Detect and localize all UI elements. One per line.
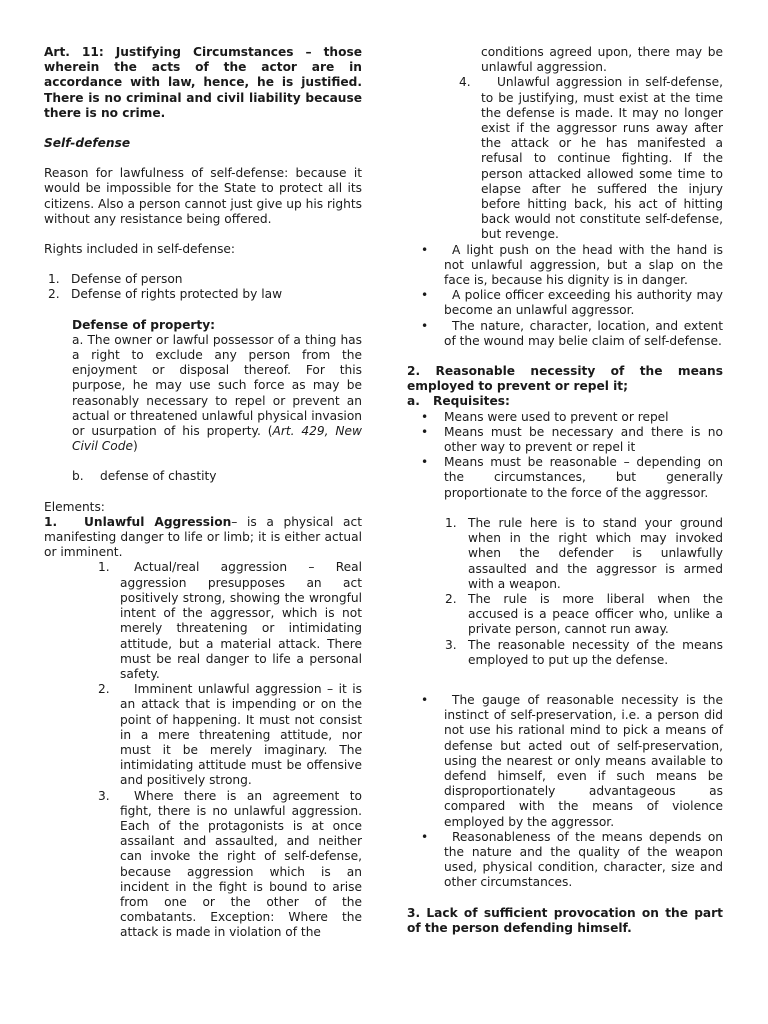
article-heading: Art. 11: Justifying Circumstances – those wherein the acts of the actor are in accordance with law, hence, he is justified. There is no criminal and civil liability because there is no crime.	[44, 45, 362, 120]
unlawful-aggression-title: Unlawful Aggression	[84, 514, 232, 529]
requisites-list	[407, 410, 723, 501]
property-title: Defense of property:	[72, 317, 216, 332]
reasonable-necessity-title: 2. Reasonable necessity of the means employed to prevent or repel it;	[407, 364, 723, 394]
elements-label: Elements:	[44, 499, 105, 514]
list-item: 3. The reasonable necessity of the means employed to put up the defense.	[445, 637, 723, 667]
list-item: 3. Where there is an agreement to fight, there is no unlawful aggression. Each of the protagonists is at once assailant and assaulted, and neither can invoke the right of self-defense, because aggression which is an incident in the fight is bound to arise from one or the other of the combatants. Exception: Where the attack is made in violation of the	[98, 788, 362, 940]
citation: Art. 429, New Civil Code	[72, 424, 363, 454]
rights-intro: Rights included in self-defense:	[44, 242, 236, 257]
list-item: • Reasonableness of the means depends on the nature and the quality of the weapon used, physical condition, character, size and other circumstances.	[421, 829, 723, 890]
right-column	[407, 45, 723, 936]
list-item: 2. The rule is more liberal when the accused is a peace officer who, unlike a private person, cannot run away.	[445, 591, 723, 637]
rights-list	[44, 272, 362, 302]
list-item: 1. Defense of person	[48, 272, 183, 287]
aggression-list	[44, 560, 362, 940]
self-defense-title: Self-defense	[44, 136, 131, 151]
list-item: 2. Imminent unlawful aggression – it is an attack that is impending or on the point of happening. It must not consist in a mere threatening attitude, nor must it be merely imaginary. The intimidating attitude must be offensive and positively strong.	[98, 682, 362, 788]
rules-list	[407, 516, 723, 668]
list-item: • The nature, character, location, and extent of the wound may belie claim of self-defense.	[421, 318, 723, 348]
reason-paragraph: Reason for lawfulness of self-defense: because it would be impossible for the State to protect all its citizens. Also a person cannot just give up his rights without any resistance being offered.	[44, 166, 362, 226]
list-item: • Means must be reasonable – depending on the circumstances, but generally proportionate to the force of the aggressor.	[421, 455, 723, 500]
left-column	[44, 45, 362, 941]
bullet-list	[407, 243, 723, 349]
list-item: • Means must be necessary and there is no other way to prevent or repel it	[421, 424, 723, 455]
provocation-title: 3. Lack of sufficient provocation on the part of the person defending himself.	[407, 905, 723, 935]
gauge-bullet-list	[407, 693, 723, 891]
requisites-heading: a. Requisites:	[407, 394, 510, 409]
property-paragraph: a. The owner or lawful possessor of a thing has a right to exclude any person from the enjoyment or disposal thereof. For this purpose, he may use such force as may be reasonably necessary to repel or prevent an actual or threatened unlawful physical invasion or usurpation of his property. (Art. 429, New Civil Code)	[72, 332, 363, 454]
list-item: 4. Unlawful aggression in self-defense, to be justifying, must exist at the time the defense is made. It may no longer exist if the aggressor runs away after the attack or he has manifested a refusal to continue fighting. If the person attacked allowed some time to elapse after he suffered the injury before hitting back, his act of hitting back would not constitute self-defense, but revenge.	[459, 75, 723, 242]
chastity-item: b. defense of chastity	[72, 469, 217, 484]
unlawful-aggression-paragraph: 1. Unlawful Aggression– is a physical act manifesting danger to life or limb; it is either actual or imminent.	[44, 514, 362, 560]
continuation-text: conditions agreed upon, there may be unlawful aggression.	[481, 45, 723, 75]
list-item: • A light push on the head with the hand is not unlawful aggression, but a slap on the face is, because his dignity is in danger.	[421, 242, 723, 288]
list-item: 2. Defense of rights protected by law	[48, 287, 283, 302]
list-item: • Means were used to prevent or repel	[421, 409, 669, 424]
list-item: • A police officer exceeding his authority may become an unlawful aggressor.	[421, 288, 723, 318]
defense-of-property-section	[44, 318, 362, 485]
list-item: 1. The rule here is to stand your ground when in the right which may invoked when the defender is unlawfully assaulted and the aggressor is armed with a weapon.	[445, 515, 723, 591]
list-item: • The gauge of reasonable necessity is the instinct of self-preservation, i.e. a person did not use his rational mind to pick a means of defense but acted out of self-preservation, using the nearest or only means available to defend himself, even if such means be disproportionately advantageous as compared with the means of violence employed by the aggressor.	[421, 692, 723, 829]
list-item: 1. Actual/real aggression – Real aggression presupposes an act positively strong, showing the wrongful intent of the aggressor, which is not merely threatening or intimidating attitude, but a material attack. There must be real danger to life a personal safety.	[98, 560, 362, 681]
